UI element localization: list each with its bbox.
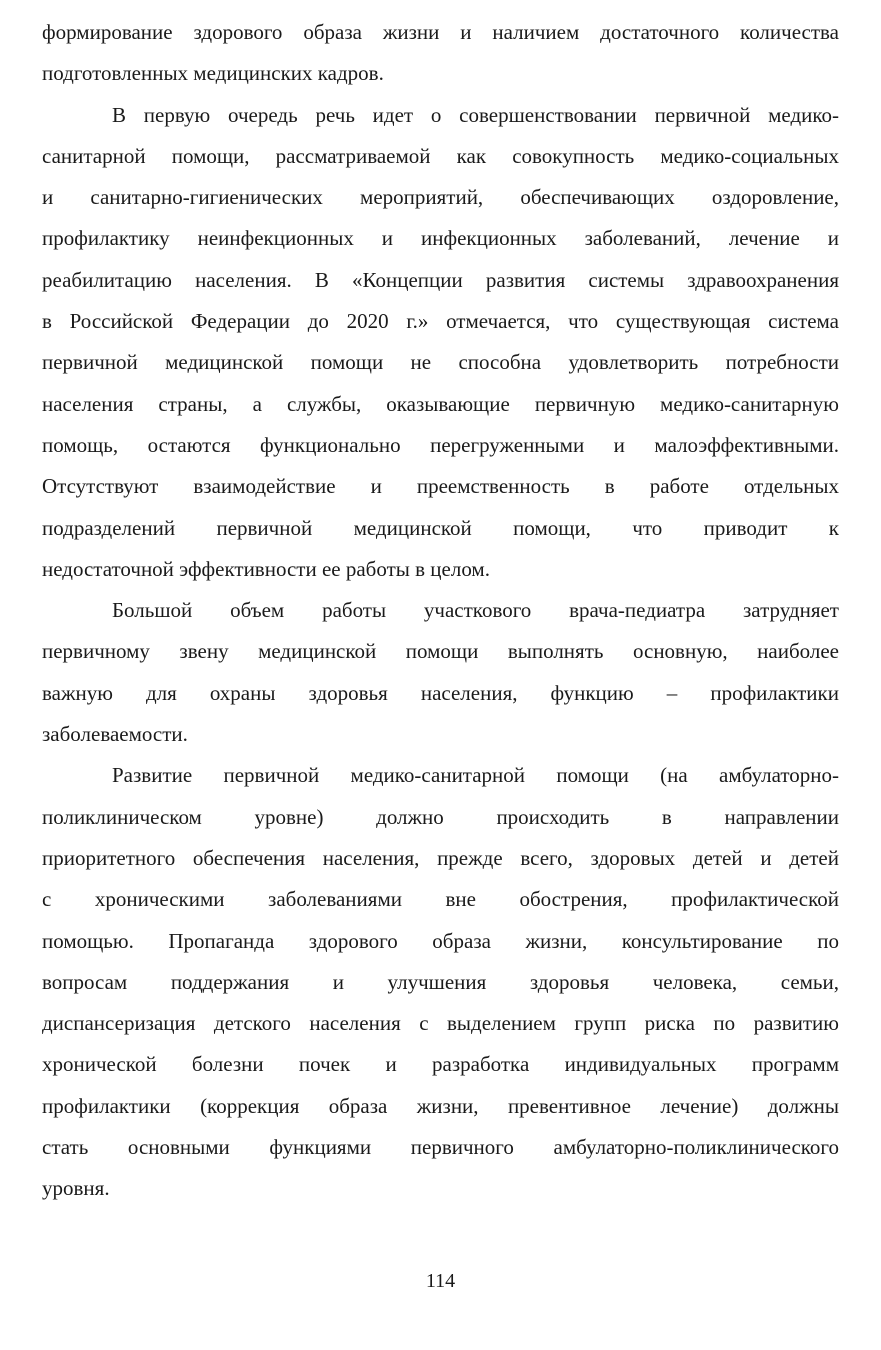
text-line: формирование здорового образа жизни и наличием достаточного количества bbox=[42, 20, 839, 44]
text-line: профилактики (коррекция образа жизни, превентивное лечение) должны bbox=[42, 1093, 839, 1118]
text-line: вопросам поддержания и улучшения здоровья человека, семьи, bbox=[42, 969, 839, 994]
page-number: 114 bbox=[425, 1270, 456, 1292]
text-line: реабилитацию населения. В «Концепции развития системы здравоохранения bbox=[42, 267, 839, 292]
text-line: и санитарно-гигиенических мероприятий, обеспечивающих оздоровление, bbox=[42, 185, 839, 210]
text-line: в Российской Федерации до 2020 г.» отмечается, что существующая система bbox=[42, 309, 839, 334]
text-line: хронической болезни почек и разработка индивидуальных программ bbox=[42, 1052, 839, 1077]
text-line: заболеваемости. bbox=[42, 722, 188, 747]
text-line: поликлиническом уровне) должно происходить в направлении bbox=[42, 804, 839, 829]
text-line: первичному звену медицинской помощи выполнять основную, наиболее bbox=[42, 639, 839, 664]
text-line: помощью. Пропаганда здорового образа жизни, консультирование по bbox=[42, 928, 839, 953]
text-line: уровня. bbox=[42, 1176, 110, 1201]
text-line: с хроническими заболеваниями вне обострения, профилактической bbox=[42, 887, 839, 912]
text-line: населения страны, а службы, оказывающие первичную медико-санитарную bbox=[42, 391, 839, 416]
text-line: приоритетного обеспечения населения, прежде всего, здоровых детей и детей bbox=[42, 845, 839, 870]
text-line: Большой объем работы участкового врача-педиатра затрудняет bbox=[112, 598, 839, 623]
text-line: помощь, остаются функционально перегруженными и малоэффективными. bbox=[42, 432, 839, 457]
paragraph bbox=[42, 95, 839, 591]
text-line: подразделений первичной медицинской помощи, что приводит к bbox=[42, 515, 839, 540]
paragraph bbox=[42, 590, 839, 755]
text-line: Развитие первичной медико-санитарной помощи (на амбулаторно- bbox=[112, 763, 839, 788]
paragraph bbox=[42, 12, 839, 95]
text-line: профилактику неинфекционных и инфекционных заболеваний, лечение и bbox=[42, 226, 839, 251]
text-line: диспансеризация детского населения с выделением групп риска по развитию bbox=[42, 1011, 839, 1036]
text-line: важную для охраны здоровья населения, функцию – профилактики bbox=[42, 680, 839, 705]
text-line: санитарной помощи, рассматриваемой как совокупность медико-социальных bbox=[42, 143, 839, 168]
paragraph bbox=[42, 755, 839, 1209]
text-line: первичной медицинской помощи не способна удовлетворить потребности bbox=[42, 350, 839, 375]
document-page bbox=[42, 0, 839, 1210]
text-line: стать основными функциями первичного амбулаторно-поликлинического bbox=[42, 1135, 839, 1160]
text-line: недостаточной эффективности ее работы в целом. bbox=[42, 556, 490, 581]
text-line: В первую очередь речь идет о совершенствовании первичной медико- bbox=[112, 102, 839, 127]
body-text bbox=[42, 12, 839, 1210]
text-line: Отсутствуют взаимодействие и преемственность в работе отдельных bbox=[42, 474, 839, 499]
text-line: подготовленных медицинских кадров. bbox=[42, 61, 384, 86]
